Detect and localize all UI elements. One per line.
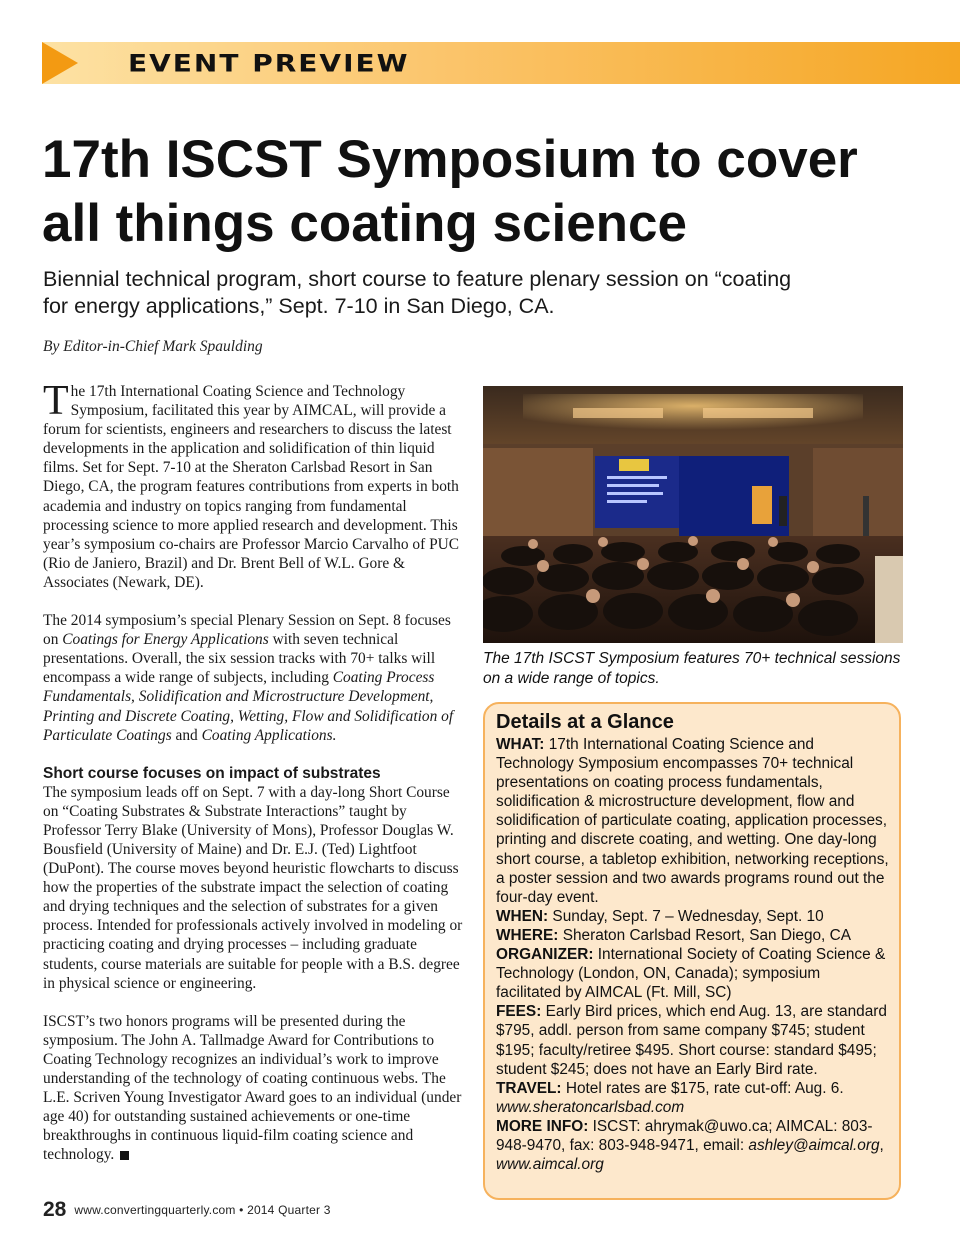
drop-cap: T — [43, 378, 69, 424]
paragraph-intro — [43, 378, 465, 592]
fees-label: FEES: — [496, 1003, 542, 1021]
where-text: Sheraton Carlsbad Resort, San Diego, CA — [558, 926, 851, 944]
what-text: 17th International Coating Science and Technology Symposium encompasses 70+ technical presentations on coating process fundamentals, solidification & microstructure development, flow and solidification of particulate coating, application processes, printing and discrete coating, and wetting. One day-long short course, a tabletop exhibition, networking receptions, a poster session and two awards programs round out the four-day event. — [496, 736, 889, 906]
where-label: WHERE: — [496, 926, 559, 944]
section-label: EVENT PREVIEW — [128, 49, 410, 78]
details-box — [483, 702, 901, 1200]
text-run: and — [171, 726, 202, 744]
end-mark-icon — [120, 1151, 129, 1160]
details-what — [496, 735, 889, 907]
subheading-short-course: Short course focuses on impact of substrates — [43, 764, 381, 782]
organizer-text: International Society of Coating Science & Technology (London, ON, Canada); symposium facilitated by AIMCAL (Ft. Mill, SC) — [496, 946, 886, 1002]
text-run: , — [879, 1136, 884, 1154]
details-where — [496, 926, 889, 945]
travel-link[interactable]: www.sheratoncarlsbad.com — [496, 1098, 685, 1116]
when-text: Sunday, Sept. 7 – Wednesday, Sept. 10 — [548, 907, 824, 925]
fees-text: Early Bird prices, which end Aug. 13, are standard $795, addl. person from same company $745; student $195; faculty/retiree $495. Short course: standard $495; student $245; does not have an Early Bird rate. — [496, 1003, 887, 1078]
conference-photo — [483, 386, 903, 643]
paragraph-intro-text: he 17th International Coating Science and Technology Symposium, facilitated this year by AIMCAL, will provide a forum for scientists, engineers and researchers to discuss the latest developments in the application and solidification of thin liquid films. Set for Sept. 7-10 at the Sheraton Carlsbad Resort in San Diego, CA, the program features contributions from experts in both academia and industry on topics ranging from fundamental processing science to more applied research and development. This year’s symposium co-chairs are Professor Marcio Carvalho of PUC (Rio de Janiero, Brazil) and Dr. Brent Bell of W.L. Gore & Associates (Newark, DE). — [43, 383, 460, 591]
organizer-label: ORGANIZER: — [496, 946, 594, 964]
details-more-info — [496, 1117, 889, 1174]
photo-caption: The 17th ISCST Symposium features 70+ technical sessions on a wide range of topics. — [483, 650, 901, 687]
paragraph-awards — [43, 1012, 465, 1165]
article-subtitle: Biennial technical program, short course to feature plenary session on “coating for energy applications,” Sept. 7-10 in San Diego, CA. — [43, 267, 792, 318]
details-organizer — [496, 945, 889, 1002]
italic-run: Coating Process Fundamentals, Solidification and Microstructure Development, Printing and Discrete Coating, Wetting, Flow and Solidification of Particulate Coatings — [43, 669, 454, 744]
paragraph-awards-text: ISCST’s two honors programs will be presented during the symposium. The John A. Tallmadge Award for Contributions to Coating Technology recognizes an individual’s work to improve understanding of the technology of coating continuous webs. The L.E. Scriven Young Investigator Award goes to an individual (under age 40) for outstanding sustained achievements or one-time breakthroughs in continuous liquid-film coating science and technology. — [43, 1012, 462, 1164]
paragraph-plenary — [43, 611, 465, 745]
page-footer — [43, 1198, 331, 1222]
email-link[interactable]: ashley@aimcal.org — [748, 1136, 880, 1154]
website-link[interactable]: www.aimcal.org — [496, 1156, 604, 1174]
details-when — [496, 907, 889, 926]
travel-text: Hotel rates are $175, rate cut-off: Aug. 6. — [561, 1079, 844, 1097]
when-label: WHEN: — [496, 907, 549, 925]
travel-label: TRAVEL: — [496, 1079, 562, 1097]
arrow-icon — [42, 42, 78, 84]
more-info-text: ISCST: ahrymak@uwo.ca; AIMCAL: 803-948-9470, fax: 803-948-9471, email: — [496, 1117, 873, 1154]
byline: By Editor-in-Chief Mark Spaulding — [43, 338, 263, 355]
article-title: 17th ISCST Symposium to cover all things coating science — [42, 130, 858, 253]
more-info-label: MORE INFO: — [496, 1117, 589, 1135]
italic-run: Coatings for Energy Applications — [62, 631, 269, 649]
italic-run: Coating Applications. — [201, 726, 337, 744]
details-travel — [496, 1079, 889, 1117]
paragraph-short-course: The symposium leads off on Sept. 7 with a day-long Short Course on “Coating Substrates & Substrate Interactions” taught by Professor Terry Blake (University of Mons), Professor Douglas W. Bousfield (University of Maine) and Dr. E.J. (Ted) Lightfoot (DuPont). The course moves beyond heuristic flowcharts to discuss how the properties of the substrate impact the selection of coating and drying techniques and the selection of substrates for a given process. Intended for professionals actively involved in modeling or practicing coating and drying processes – including graduate students, course materials are suitable for people with a B.S. degree in physical science or engineering. — [43, 783, 463, 992]
section-banner — [42, 42, 960, 84]
article-body — [43, 378, 465, 1183]
details-fees — [496, 1002, 889, 1078]
details-heading: Details at a Glance — [496, 711, 674, 733]
text-run: with seven technical presentations. Overall, the six session tracks with 70+ talks will encompass a wide range of subjects, including — [43, 631, 436, 687]
page-number: 28 — [43, 1198, 67, 1221]
what-label: WHAT: — [496, 736, 545, 753]
footer-text: www.convertingquarterly.com • 2014 Quarter 3 — [74, 1203, 331, 1217]
text-run: The 2014 symposium’s special Plenary Session on Sept. 8 focuses on — [43, 612, 451, 649]
